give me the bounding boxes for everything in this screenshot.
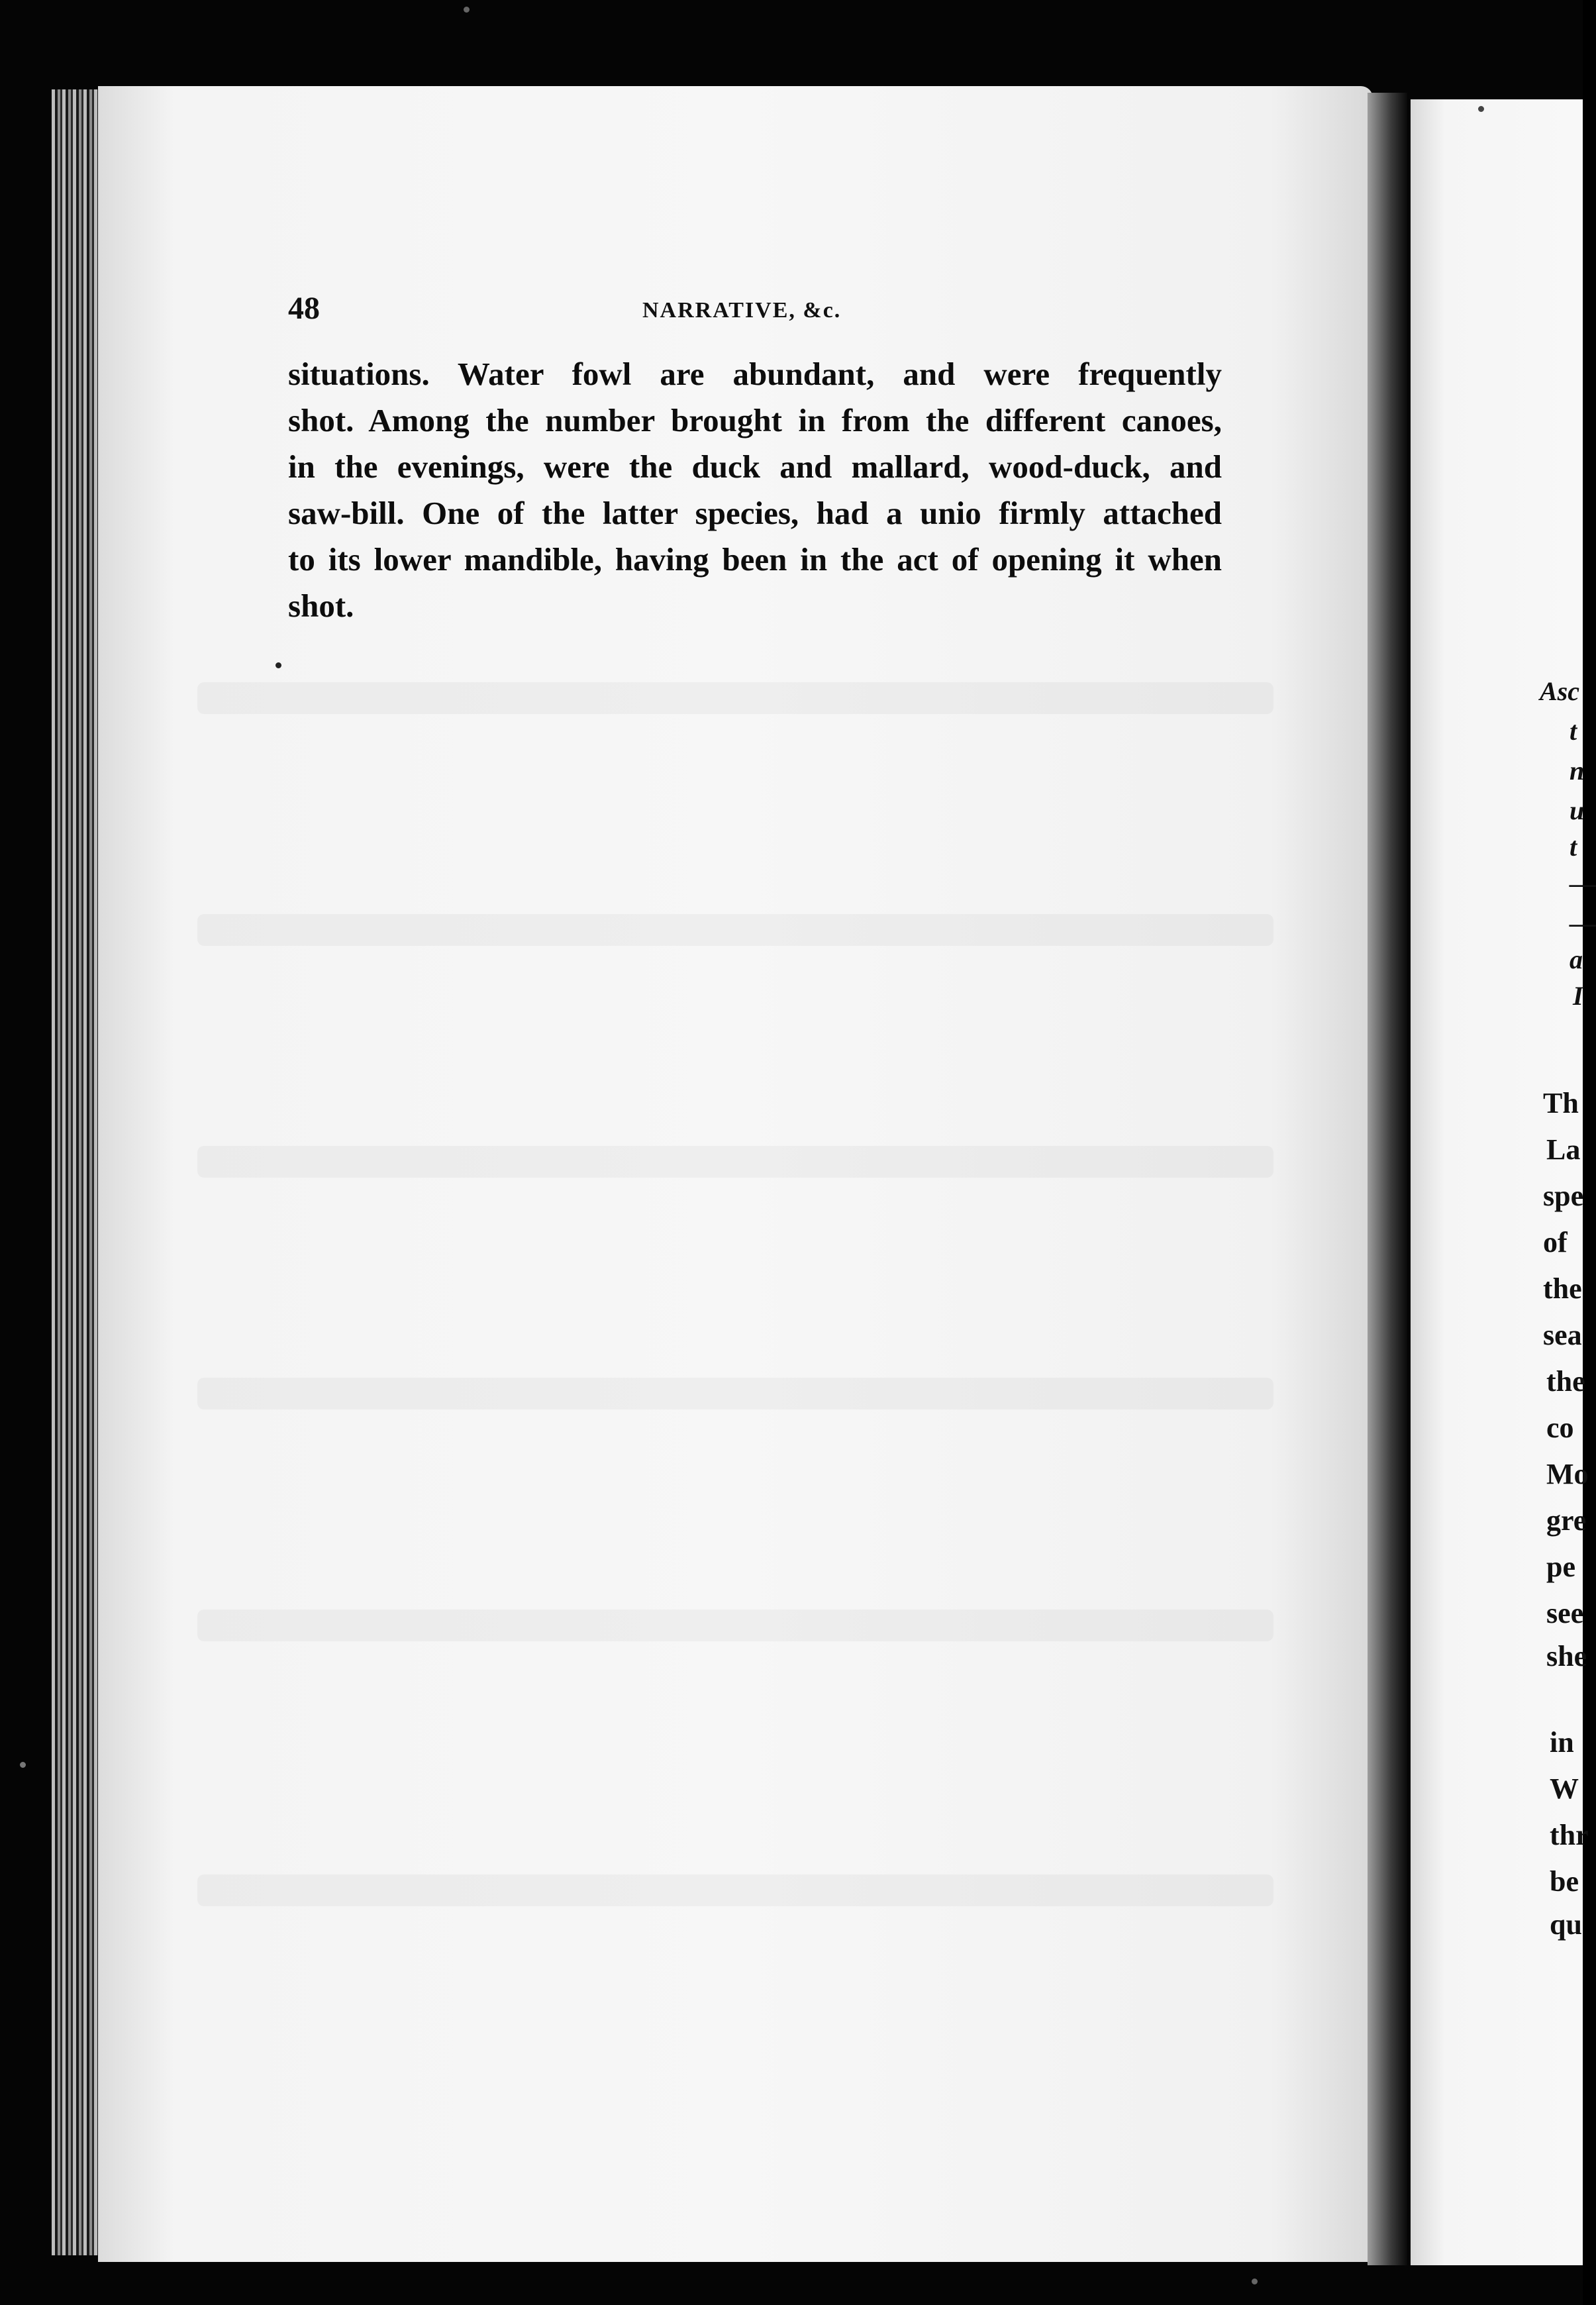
facing-page-fragment: thr <box>1550 1819 1589 1851</box>
facing-page-fragment: the <box>1546 1365 1585 1398</box>
show-through-line <box>197 1146 1273 1178</box>
show-through-line <box>197 1610 1273 1641</box>
show-through-line <box>197 914 1273 946</box>
facing-page-fragment: n <box>1570 756 1585 786</box>
text-line: shot. <box>288 588 354 624</box>
facing-page-fragment: — <box>1570 868 1596 898</box>
scan-speck <box>464 7 470 13</box>
facing-page-fragment: the <box>1543 1272 1582 1305</box>
running-head <box>288 290 1222 330</box>
facing-page-fragment: t <box>1570 716 1577 746</box>
facing-page-fragment: spe <box>1543 1180 1584 1212</box>
facing-page-fragment: — <box>1570 908 1596 938</box>
text-line: situations. Water fowl are abundant, and were frequently <box>288 356 1222 392</box>
scan-speck <box>20 1762 26 1768</box>
facing-page-fragment: u <box>1570 795 1585 825</box>
body-paragraph <box>288 351 1222 629</box>
facing-page-fragment: Mo <box>1546 1458 1589 1490</box>
facing-page-fragment: of <box>1543 1226 1568 1258</box>
facing-page-fragment: La <box>1546 1133 1581 1166</box>
text-line: to its lower mandible, having been in the act of opening it when <box>288 541 1222 578</box>
facing-page-fragment: co <box>1546 1411 1574 1444</box>
text-line: in the evenings, were the duck and mallard, wood-duck, and <box>288 448 1222 485</box>
scan-speck <box>1252 2279 1258 2284</box>
running-head-title: NARRATIVE, &c. <box>642 298 842 323</box>
facing-page-fragment: Asc <box>1540 676 1579 706</box>
show-through-line <box>197 1378 1273 1409</box>
facing-page-fragment: be <box>1550 1865 1579 1898</box>
facing-page-fragment: t <box>1570 832 1577 862</box>
facing-page-fragment: I <box>1573 981 1583 1011</box>
ink-speck <box>1478 106 1484 112</box>
ink-speck <box>275 662 281 668</box>
text-line: shot. Among the number brought in from the different canoes, <box>288 402 1222 438</box>
page-number: 48 <box>288 291 320 326</box>
facing-page-fragment: see <box>1546 1597 1584 1629</box>
show-through-line <box>197 682 1273 714</box>
facing-page-fragment: a <box>1570 945 1583 974</box>
facing-page-fragment: in <box>1550 1726 1574 1759</box>
facing-page-fragment: W <box>1550 1772 1579 1805</box>
facing-page-fragment: she <box>1546 1640 1587 1672</box>
book-binding-edge <box>52 89 105 2255</box>
show-through-line <box>197 1874 1273 1906</box>
page-gutter-shadow <box>1368 93 1407 2265</box>
facing-page-fragment: qu <box>1550 1908 1582 1941</box>
facing-page-fragment: Th <box>1543 1087 1579 1119</box>
text-line: saw-bill. One of the latter species, had a unio firmly attached <box>288 495 1222 531</box>
facing-page-fragment: gre <box>1546 1504 1587 1537</box>
facing-page-fragment: sea <box>1543 1319 1582 1351</box>
facing-page-fragment: pe <box>1546 1551 1575 1583</box>
